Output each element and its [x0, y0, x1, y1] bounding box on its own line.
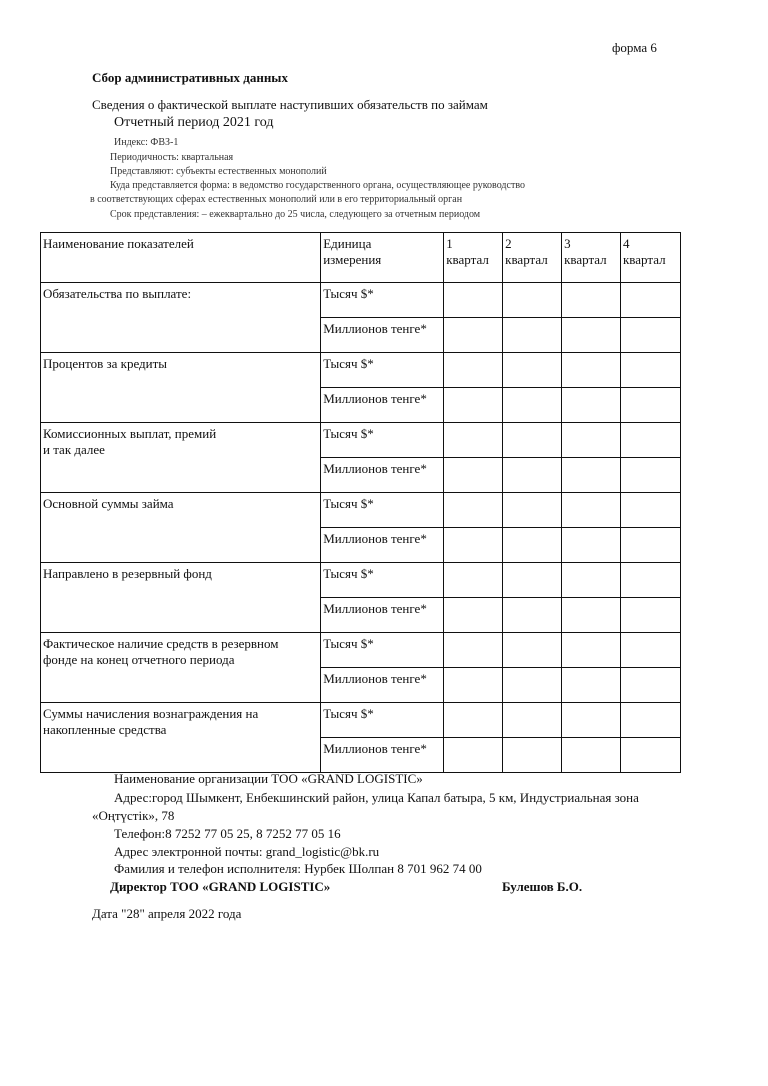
value-cell-q2[interactable]	[503, 493, 562, 528]
address-line-1: Адрес:город Шымкент, Енбекшинский район, улица Капал батыра, 5 км, Индустриальная зона	[114, 790, 639, 805]
header-q4: 4 квартал	[620, 233, 680, 283]
unit-million-tenge: Миллионов тенге*	[321, 668, 444, 703]
unit-million-tenge: Миллионов тенге*	[321, 738, 444, 773]
destination-line-1: Куда представляется форма: в ведомство государственного органа, осуществляющее руководство	[110, 180, 525, 191]
periodicity: Периодичность: квартальная	[110, 152, 234, 163]
value-cell-q4[interactable]	[620, 353, 680, 388]
header-q1: 1 квартал	[444, 233, 503, 283]
value-cell-q2[interactable]	[503, 703, 562, 738]
value-cell-q2[interactable]	[503, 388, 562, 423]
deadline: Срок представления: – ежеквартально до 25 числа, следующего за отчетным периодом	[110, 209, 481, 220]
phone: Телефон:8 7252 77 05 25, 8 7252 77 05 16	[114, 826, 341, 841]
table-row	[41, 423, 681, 458]
value-cell-q3[interactable]	[562, 528, 621, 563]
value-cell-q4[interactable]	[620, 738, 680, 773]
reporting-period: Отчетный период 2021 год	[114, 115, 274, 130]
value-cell-q1[interactable]	[444, 423, 503, 458]
value-cell-q3[interactable]	[562, 318, 621, 353]
document-title: Сбор административных данных	[92, 70, 288, 85]
value-cell-q4[interactable]	[620, 493, 680, 528]
value-cell-q2[interactable]	[503, 423, 562, 458]
value-cell-q4[interactable]	[620, 633, 680, 668]
value-cell-q4[interactable]	[620, 388, 680, 423]
unit-million-tenge: Миллионов тенге*	[321, 458, 444, 493]
value-cell-q3[interactable]	[562, 423, 621, 458]
form-number: форма 6	[612, 40, 657, 55]
value-cell-q3[interactable]	[562, 563, 621, 598]
value-cell-q1[interactable]	[444, 353, 503, 388]
header-unit: Единица измерения	[321, 233, 444, 283]
table-header-row	[41, 233, 681, 283]
unit-thousand-usd: Тысяч $*	[321, 493, 444, 528]
value-cell-q2[interactable]	[503, 528, 562, 563]
value-cell-q1[interactable]	[444, 318, 503, 353]
value-cell-q1[interactable]	[444, 738, 503, 773]
table-row	[41, 353, 681, 388]
value-cell-q3[interactable]	[562, 283, 621, 318]
value-cell-q1[interactable]	[444, 703, 503, 738]
value-cell-q2[interactable]	[503, 283, 562, 318]
value-cell-q1[interactable]	[444, 283, 503, 318]
unit-million-tenge: Миллионов тенге*	[321, 528, 444, 563]
value-cell-q3[interactable]	[562, 703, 621, 738]
loan-obligations-table	[40, 232, 681, 773]
submitters: Представляют: субъекты естественных монополий	[110, 166, 327, 177]
unit-thousand-usd: Тысяч $*	[321, 353, 444, 388]
value-cell-q4[interactable]	[620, 598, 680, 633]
value-cell-q2[interactable]	[503, 563, 562, 598]
value-cell-q4[interactable]	[620, 458, 680, 493]
value-cell-q1[interactable]	[444, 598, 503, 633]
value-cell-q3[interactable]	[562, 668, 621, 703]
unit-million-tenge: Миллионов тенге*	[321, 388, 444, 423]
value-cell-q2[interactable]	[503, 458, 562, 493]
value-cell-q3[interactable]	[562, 388, 621, 423]
value-cell-q4[interactable]	[620, 283, 680, 318]
value-cell-q1[interactable]	[444, 668, 503, 703]
unit-thousand-usd: Тысяч $*	[321, 633, 444, 668]
value-cell-q4[interactable]	[620, 703, 680, 738]
header-q2: 2 квартал	[503, 233, 562, 283]
indicator-name: Комиссионных выплат, премий и так далее	[41, 423, 321, 493]
value-cell-q4[interactable]	[620, 563, 680, 598]
form-index: Индекс: ФВЗ-1	[114, 137, 179, 148]
value-cell-q4[interactable]	[620, 423, 680, 458]
value-cell-q2[interactable]	[503, 353, 562, 388]
value-cell-q2[interactable]	[503, 668, 562, 703]
value-cell-q2[interactable]	[503, 318, 562, 353]
value-cell-q1[interactable]	[444, 388, 503, 423]
value-cell-q4[interactable]	[620, 668, 680, 703]
value-cell-q3[interactable]	[562, 353, 621, 388]
value-cell-q3[interactable]	[562, 493, 621, 528]
table-row	[41, 563, 681, 598]
indicator-name: Направлено в резервный фонд	[41, 563, 321, 633]
email: Адрес электронной почты: grand_logistic@bk.ru	[114, 844, 380, 859]
destination-line-2: в соответствующих сферах естественных монополий или в его территориальный орган	[90, 194, 463, 205]
value-cell-q3[interactable]	[562, 633, 621, 668]
value-cell-q4[interactable]	[620, 528, 680, 563]
value-cell-q1[interactable]	[444, 563, 503, 598]
executor: Фамилия и телефон исполнителя: Нурбек Шолпан 8 701 962 74 00	[114, 861, 482, 876]
value-cell-q1[interactable]	[444, 528, 503, 563]
director-title: Директор ТОО «GRAND LOGISTIC»	[110, 879, 331, 894]
indicator-name: Фактическое наличие средств в резервном фонде на конец отчетного периода	[41, 633, 321, 703]
table-row	[41, 493, 681, 528]
unit-thousand-usd: Тысяч $*	[321, 423, 444, 458]
address-line-2: «Оңтүстік», 78	[92, 808, 175, 823]
unit-million-tenge: Миллионов тенге*	[321, 318, 444, 353]
value-cell-q1[interactable]	[444, 493, 503, 528]
unit-thousand-usd: Тысяч $*	[321, 703, 444, 738]
unit-million-tenge: Миллионов тенге*	[321, 598, 444, 633]
unit-thousand-usd: Тысяч $*	[321, 283, 444, 318]
table-row	[41, 633, 681, 668]
document-subtitle: Сведения о фактической выплате наступивших обязательств по займам	[92, 97, 488, 112]
value-cell-q3[interactable]	[562, 738, 621, 773]
indicator-name: Суммы начисления вознаграждения на накопленные средства	[41, 703, 321, 773]
value-cell-q3[interactable]	[562, 598, 621, 633]
table-row	[41, 703, 681, 738]
indicator-name: Основной суммы займа	[41, 493, 321, 563]
value-cell-q2[interactable]	[503, 598, 562, 633]
value-cell-q2[interactable]	[503, 738, 562, 773]
unit-thousand-usd: Тысяч $*	[321, 563, 444, 598]
indicator-name: Обязательства по выплате:	[41, 283, 321, 353]
value-cell-q1[interactable]	[444, 458, 503, 493]
header-q3: 3 квартал	[562, 233, 621, 283]
value-cell-q4[interactable]	[620, 318, 680, 353]
value-cell-q2[interactable]	[503, 633, 562, 668]
header-indicator-name: Наименование показателей	[41, 233, 321, 283]
value-cell-q3[interactable]	[562, 458, 621, 493]
director-name: Булешов Б.О.	[502, 879, 583, 894]
org-name: Наименование организации ТОО «GRAND LOGISTIC»	[114, 771, 423, 786]
table-row	[41, 283, 681, 318]
indicator-name: Процентов за кредиты	[41, 353, 321, 423]
value-cell-q1[interactable]	[444, 633, 503, 668]
document-date: Дата "28" апреля 2022 года	[92, 906, 242, 921]
